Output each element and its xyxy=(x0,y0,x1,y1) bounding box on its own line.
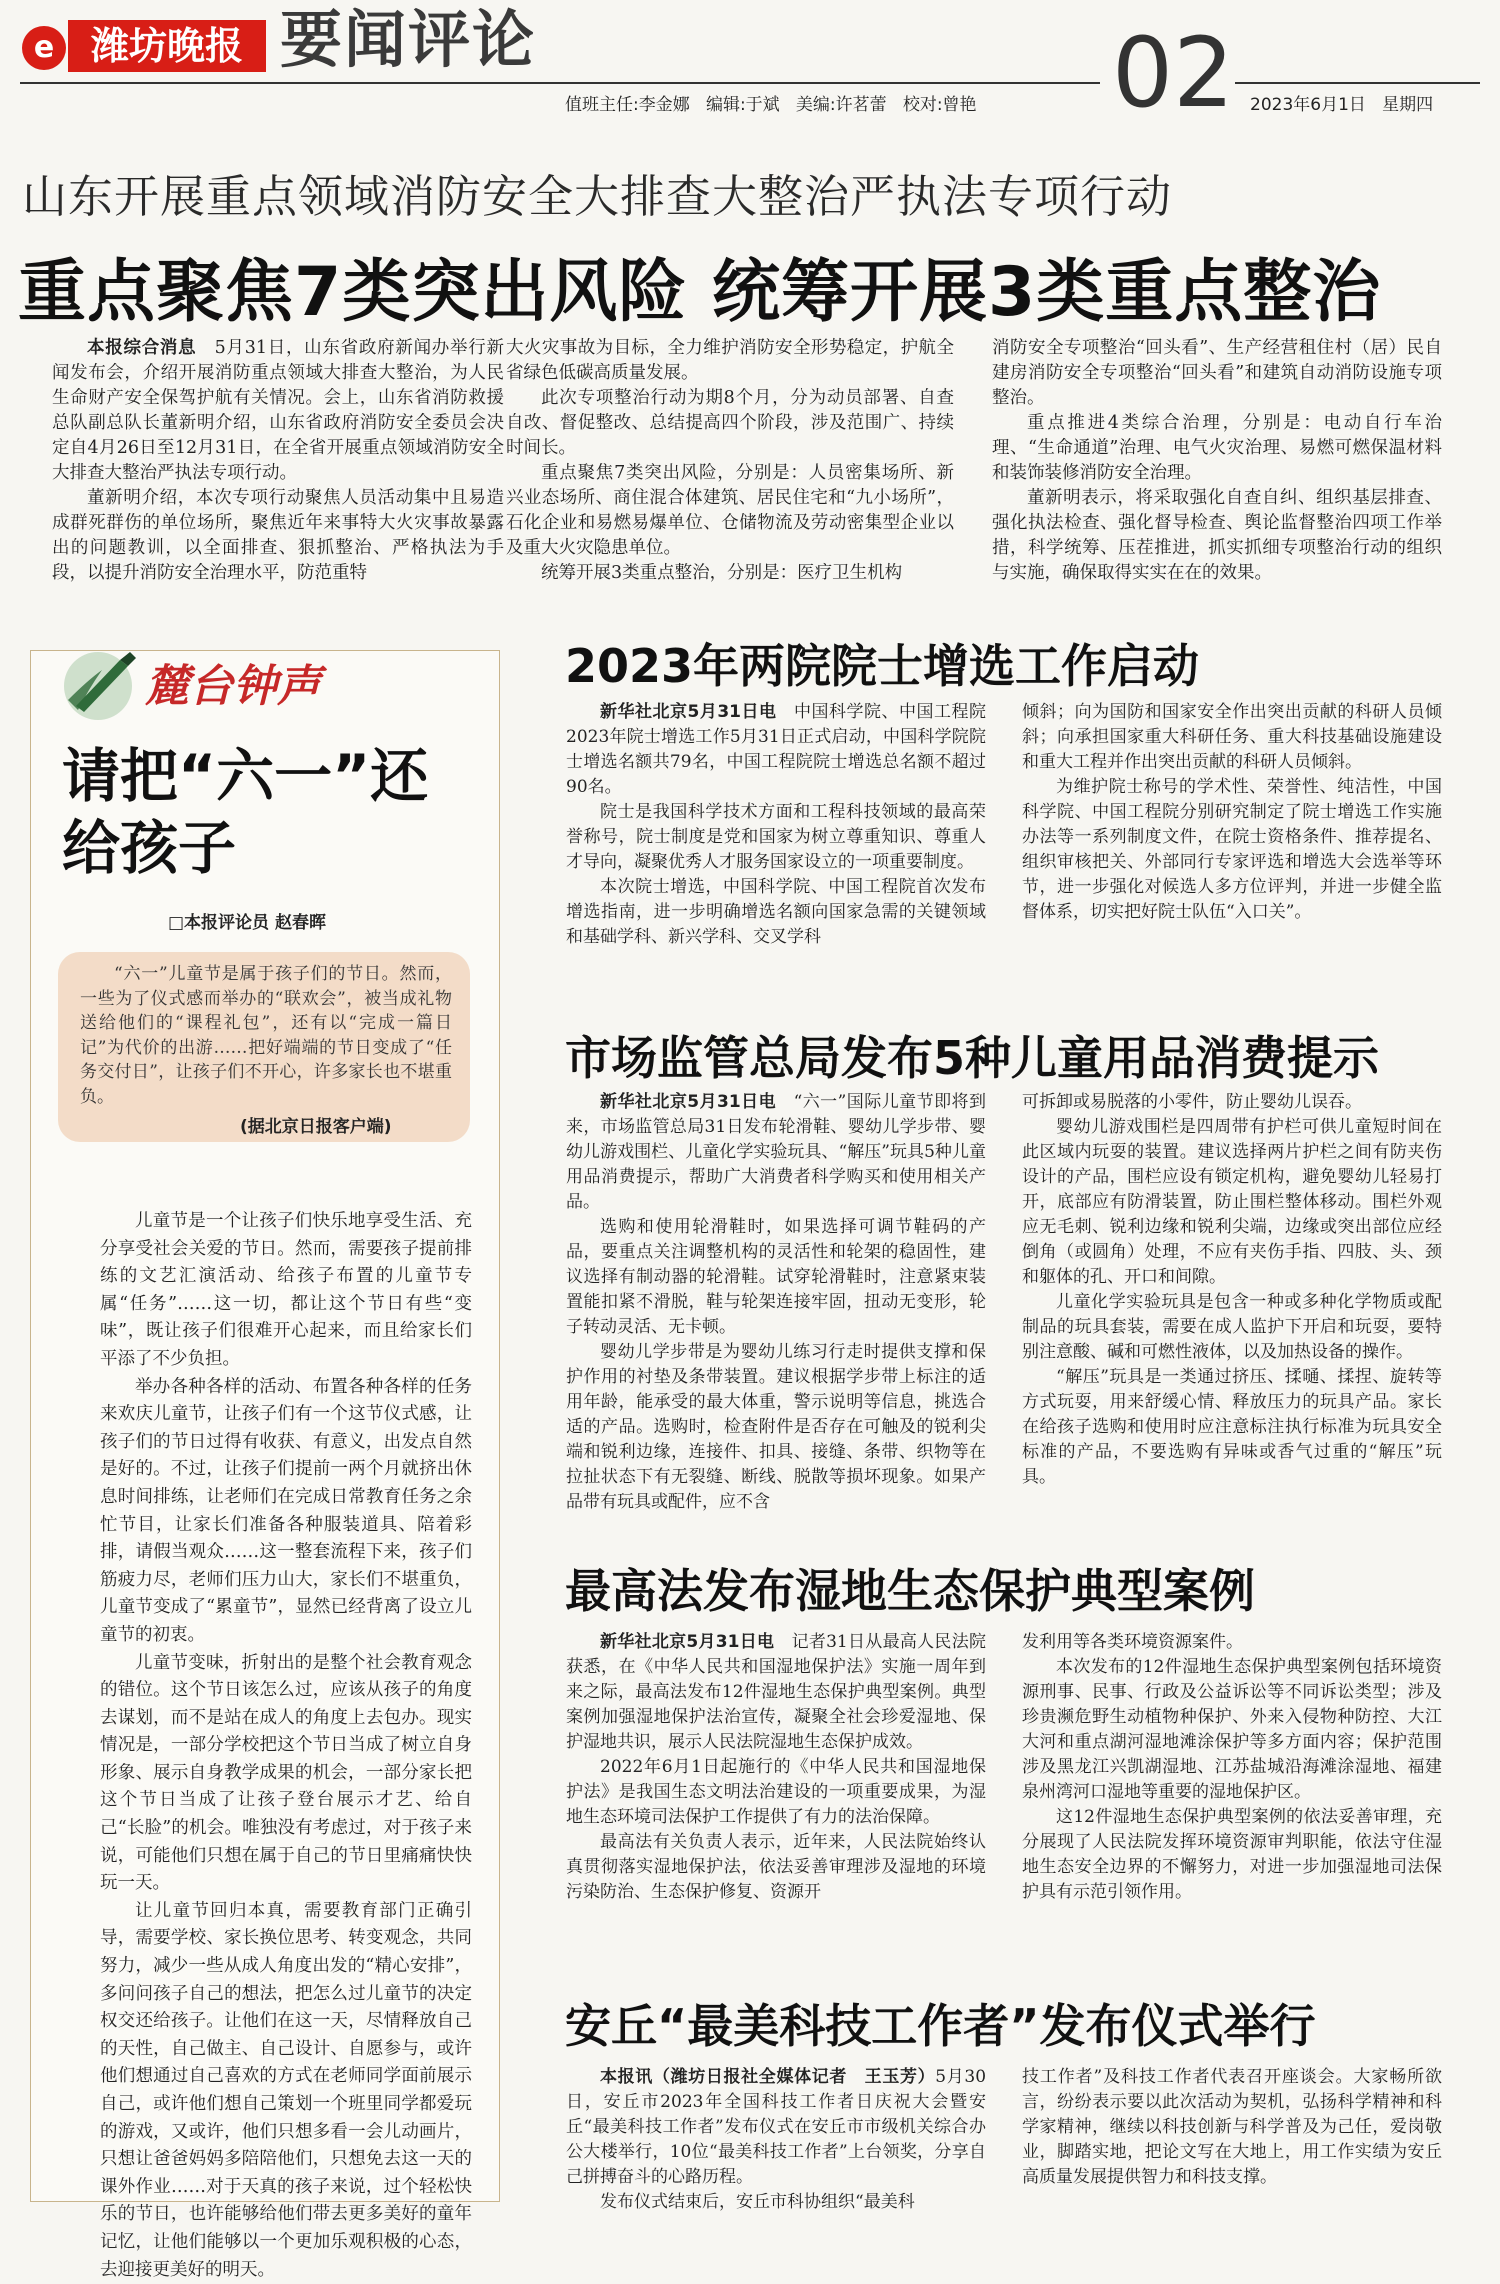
paragraph: 婴幼儿游戏围栏是四周带有护栏可供儿童短时间在此区域内玩耍的装置。建议选择两片护栏之间有防夹伤设计的产品，围栏应设有锁定机构，避免婴幼儿轻易打开，底部应有防滑装置，防止围栏整体移动。围栏外观应无毛刺、锐利边缘和锐利尖端，边缘或突出部位应经倒角（或圆角）处理，不应有夹伤手指、四肢、头、颈和躯体的孔、开口和间隙。 xyxy=(1022,1117,1442,1287)
masthead-rule-right xyxy=(1235,82,1480,84)
story-column xyxy=(1022,2065,1442,2190)
paragraph: “六一”国际儿童节即将到来，市场监管总局31日发布轮滑鞋、婴幼儿学步带、婴幼儿游戏围栏、儿童化学实验玩具、“解压”玩具5种儿童用品消费提示，帮助广大消费者科学购买和使用相关产品。 xyxy=(566,1092,986,1212)
story-headline: 市场监管总局发布5种儿童用品消费提示 xyxy=(565,1031,1380,1085)
paragraph: 本次发布的12件湿地生态保护典型案例包括环境资源刑事、民事、行政及公益诉讼等不同诉讼类型；涉及珍贵濒危野生动植物种保护、外来入侵物种防控、大江大河和重点湖河湿地滩涂保护等多方面内容；保护范围涉及黑龙江兴凯湖湿地、江苏盐城沿海滩涂湿地、福建泉州湾河口湿地等重要的湿地保护区。 xyxy=(1022,1657,1442,1802)
story-column xyxy=(1022,1090,1442,1490)
paragraph: 发利用等各类环境资源案件。 xyxy=(1022,1632,1243,1652)
issue-date: 2023年6月1日 星期四 xyxy=(1250,95,1434,115)
paragraph: 统筹开展3类重点整治，分别是：医疗卫生机构 xyxy=(541,563,903,583)
quote-text: “六一”儿童节是属于孩子们的节日。然而，一些为了仪式感而举办的“联欢会”，被当成礼物送给他们的“课程礼包”，还有以“完成一篇日记”为代价的出游……把好端端的节日变成了“任务交付日”，让孩子们不开心，许多家长也不堪重负。 xyxy=(80,964,452,1107)
editor-credits: 值班主任:李金娜 编辑:于斌 美编:许茗蕾 校对:曾艳 xyxy=(565,95,977,115)
story-column xyxy=(566,1630,986,1905)
quote-source: (据北京日报客户端) xyxy=(240,1117,392,1137)
story-column xyxy=(566,1090,986,1515)
newspaper-name: 潍坊晚报 xyxy=(68,20,266,72)
column-name: 麓台钟声 xyxy=(145,661,321,712)
paragraph: 倾斜；向为国防和国家安全作出突出贡献的科研人员倾斜；向承担国家重大科研任务、重大科技基础设施建设和重大工程并作出突出贡献的科研人员倾斜。 xyxy=(1022,702,1442,772)
paragraph: 婴幼儿学步带是为婴幼儿练习行走时提供支撑和保护作用的衬垫及条带装置。建议根据学步带上标注的适用年龄，能承受的最大体重，警示说明等信息，挑选合适的产品。选购时，检查附件是否存在可触及的锐利尖端和锐利边缘，连接件、扣具、接缝、条带、织物等在拉扯状态下有无裂缝、断线、脱散等损坏现象。如果产品带有玩具或配件，应不含 xyxy=(566,1342,986,1512)
section-title: 要闻评论 xyxy=(280,3,537,76)
paragraph: 本次院士增选，中国科学院、中国工程院首次发布增选指南，进一步明确增选名额向国家急需的关键领域和基础学科、新兴学科、交叉学科 xyxy=(566,877,986,947)
paragraph: 大火灾事故为目标，全力维护消防安全形势稳定，护航全省绿色低碳高质量发展。 xyxy=(506,338,954,383)
paragraph: 董新明表示，将采取强化自查自纠、组织基层排查、强化执法检查、强化督导检查、舆论监督整治四项工作举措，科学统筹、压茬推进，抓实抓细专项整治行动的组织与实施，确保取得实实在在的效果。 xyxy=(992,488,1442,583)
paragraph: 最高法有关负责人表示，近年来，人民法院始终认真贯彻落实湿地保护法，依法妥善审理涉及湿地的环境污染防治、生态保护修复、资源开 xyxy=(566,1832,986,1902)
paragraph: 这12件湿地生态保护典型案例的依法妥善审理，充分展现了人民法院发挥环境资源审判职能，依法守住湿地生态安全边界的不懈努力，对进一步加强湿地司法保护具有示范引领作用。 xyxy=(1022,1807,1442,1902)
story-column xyxy=(566,2065,986,2215)
newspaper-logo-icon: e xyxy=(22,26,66,70)
lead-kicker: 山东开展重点领域消防安全大排查大整治严执法专项行动 xyxy=(22,170,1173,223)
lead-column-1 xyxy=(52,336,504,586)
story-headline: 安丘“最美科技工作者”发布仪式举行 xyxy=(565,1999,1316,2053)
paragraph: “解压”玩具是一类通过挤压、揉嗵、揉捏、旋转等方式玩耍，用来舒缓心情、释放压力的玩具产品。家长在给孩子选购和使用时应注意标注执行标准为玩具安全标准的产品，不要选购有异味或香气过重的“解压”玩具。 xyxy=(1022,1367,1442,1487)
commentary-body xyxy=(100,1208,472,2284)
story-headline: 最高法发布湿地生态保护典型案例 xyxy=(565,1564,1255,1618)
story-column xyxy=(566,700,986,950)
brush-pen-icon xyxy=(58,640,148,730)
lead-dateline: 本报综合消息 xyxy=(87,338,197,358)
story-dateline: 新华社北京5月31日电 xyxy=(600,1092,777,1112)
paragraph: 5月31日，山东省政府新闻办举行新闻发布会，介绍开展消防重点领域大排查大整治，为人民生命财产安全保驾护航有关情况。会上，山东省消防救援总队副总队长董新明介绍，山东省政府消防安全委员会决定自4月26日至12月31日，在全省开展重点领域消防安全大排查大整治严执法专项行动。 xyxy=(52,338,504,483)
paragraph: 儿童化学实验玩具是包含一种或多种化学物质或配制品的玩具套装，需要在成人监护下开启和玩耍，要特别注意酸、碱和可燃性液体，以及加热设备的操作。 xyxy=(1022,1292,1442,1362)
paragraph: 选购和使用轮滑鞋时，如果选择可调节鞋码的产品，要重点关注调整机构的灵活性和轮架的稳固性，建议选择有制动器的轮滑鞋。试穿轮滑鞋时，注意紧束装置能扣紧不滑脱，鞋与轮架连接牢固，扭动无变形，轮子转动灵活、无卡顿。 xyxy=(566,1217,986,1337)
lead-column-2 xyxy=(506,336,954,586)
paragraph: 院士是我国科学技术方面和工程科技领域的最高荣誉称号，院士制度是党和国家为树立尊重知识、尊重人才导向，凝聚优秀人才服务国家设立的一项重要制度。 xyxy=(566,802,986,872)
paragraph: 重点聚焦7类突出风险，分别是：人员密集场所、新兴业态场所、商住混合体建筑、居民住宅和“九小场所”，石化企业和易燃易爆单位、仓储物流及劳动密集型企业以及重大火灾隐患单位。 xyxy=(506,463,954,558)
paragraph: 此次专项整治行动为期8个月，分为动员部署、自查自改、督促整改、总结提高四个阶段，涉及范围广、持续时间长。 xyxy=(506,388,954,458)
story-headline: 2023年两院院士增选工作启动 xyxy=(565,639,1200,693)
story-column xyxy=(1022,1630,1442,1905)
lead-headline: 重点聚焦7类突出风险 统筹开展3类重点整治 xyxy=(18,253,1382,332)
paragraph: 重点推进4类综合治理，分别是：电动自行车治理、“生命通道”治理、电气火灾治理、易燃可燃保温材料和装饰装修消防安全治理。 xyxy=(992,413,1442,483)
paragraph: 董新明介绍，本次专项行动聚焦人员活动集中且易造成群死群伤的单位场所，聚焦近年来事特大火灾事故暴露出的问题教训，以全面排查、狠抓整治、严格执法为手段，以提升消防安全治理水平，防范重特 xyxy=(52,488,504,583)
lead-column-3 xyxy=(992,336,1442,586)
paragraph: 为维护院士称号的学术性、荣誉性、纯洁性，中国科学院、中国工程院分别研究制定了院士增选工作实施办法等一系列制度文件，在院士资格条件、推荐提名、组织审核把关、外部同行专家评选和增选大会选举等环节，进一步强化对候选人多方位评判，并进一步健全监督体系，切实把好院士队伍“入口关”。 xyxy=(1022,777,1442,922)
page-number: 02 xyxy=(1112,17,1235,129)
paragraph: 2022年6月1日起施行的《中华人民共和国湿地保护法》是我国生态文明法治建设的一项重要成果，为湿地生态环境司法保护工作提供了有力的法治保障。 xyxy=(566,1757,986,1827)
paragraph: 中国科学院、中国工程院2023年院士增选工作5月31日正式启动，中国科学院院士增选名额共79名，中国工程院院士增选总名额不超过90名。 xyxy=(566,702,986,797)
masthead-rule xyxy=(20,82,1100,84)
story-dateline: 本报讯（潍坊日报社全媒体记者 王玉芳） xyxy=(600,2067,936,2087)
paragraph: 技工作者”及科技工作者代表召开座谈会。大家畅所欲言，纷纷表示要以此次活动为契机，弘扬科学精神和科学家精神，继续以科技创新与科学普及为己任，爱岗敬业，脚踏实地，把论文写在大地上，用工作实绩为安丘高质量发展提供智力和科技支撑。 xyxy=(1022,2067,1442,2187)
commentary-title: 请把“六一”还给孩子 xyxy=(62,742,429,882)
paragraph: 消防安全专项整治“回头看”、生产经营租住村（居）民自建房消防安全专项整治“回头看”和建筑自动消防设施专项整治。 xyxy=(992,338,1442,408)
paragraph: 让儿童节回归本真，需要教育部门正确引导，需要学校、家长换位思考、转变观念，共同努力，减少一些从成人角度出发的“精心安排”，多问问孩子自己的想法，把怎么过儿童节的决定权交还给孩子。让他们在这一天，尽情释放自己的天性，自己做主、自己设计、自愿参与，或许他们想通过自己喜欢的方式在老师同学面前展示自己，或许他们想自己策划一个班里同学都爱玩的游戏，又或许，他们只想多看一会儿动画片，只想让爸爸妈妈多陪陪他们，只想免去这一天的课外作业……对于天真的孩子来说，过个轻松快乐的节日，也许能够给他们带去更多美好的童年记忆，让他们能够以一个更加乐观积极的心态，去迎接更美好的明天。 xyxy=(100,1900,472,2280)
paragraph: 举办各种各样的活动、布置各种各样的任务来欢庆儿童节，让孩子们有一个这节仪式感，让孩子们的节日过得有收获、有意义，出发点自然是好的。不过，让孩子们提前一两个月就挤出休息时间排练，让老师们在完成日常教育任务之余忙节目，让家长们准备各种服装道具、陪着彩排，请假当观众……这一整套流程下来，孩子们筋疲力尽，老师们压力山大，家长们不堪重负，儿童节变成了“累童节”，显然已经背离了设立儿童节的初衷。 xyxy=(100,1376,472,1645)
paragraph: 5月30日，安丘市2023年全国科技工作者日庆祝大会暨安丘“最美科技工作者”发布仪式在安丘市市级机关综合办公大楼举行，10位“最美科技工作者”上台领奖，分享自己拼搏奋斗的心路历程。 xyxy=(566,2067,987,2187)
paragraph: 儿童节变味，折射出的是整个社会教育观念的错位。这个节日该怎么过，应该从孩子的角度去谋划，而不是站在成人的角度上去包办。现实情况是，一部分学校把这个节日当成了树立自身形象、展示自身教学成果的机会，一部分家长把这个节日当成了让孩子登台展示才艺、给自己“长脸”的机会。唯独没有考虑过，对于孩子来说，可能他们只想在属于自己的节日里痛痛快快玩一天。 xyxy=(100,1652,472,1894)
story-column xyxy=(1022,700,1442,925)
paragraph: 可拆卸或易脱落的小零件，防止婴幼儿误吞。 xyxy=(1022,1092,1362,1112)
story-dateline: 新华社北京5月31日电 xyxy=(600,1632,775,1652)
paragraph: 记者31日从最高人民法院获悉，在《中华人民共和国湿地保护法》实施一周年到来之际，最高法发布12件湿地生态保护典型案例。典型案例加强湿地保护法治宣传，凝聚全社会珍爱湿地、保护湿地共识，展示人民法院湿地生态保护成效。 xyxy=(566,1632,986,1752)
commentary-byline: □本报评论员 赵春晖 xyxy=(168,913,326,933)
paragraph: 发布仪式结束后，安丘市科协组织“最美科 xyxy=(600,2192,915,2212)
paragraph: 儿童节是一个让孩子们快乐地享受生活、充分享受社会关爱的节日。然而，需要孩子提前排练的文艺汇演活动、给孩子布置的儿童节专属“任务”……这一切，都让这个节日有些“变味”，既让孩子们很难开心起来，而且给家长们平添了不少负担。 xyxy=(100,1211,472,1369)
story-dateline: 新华社北京5月31日电 xyxy=(600,702,777,722)
